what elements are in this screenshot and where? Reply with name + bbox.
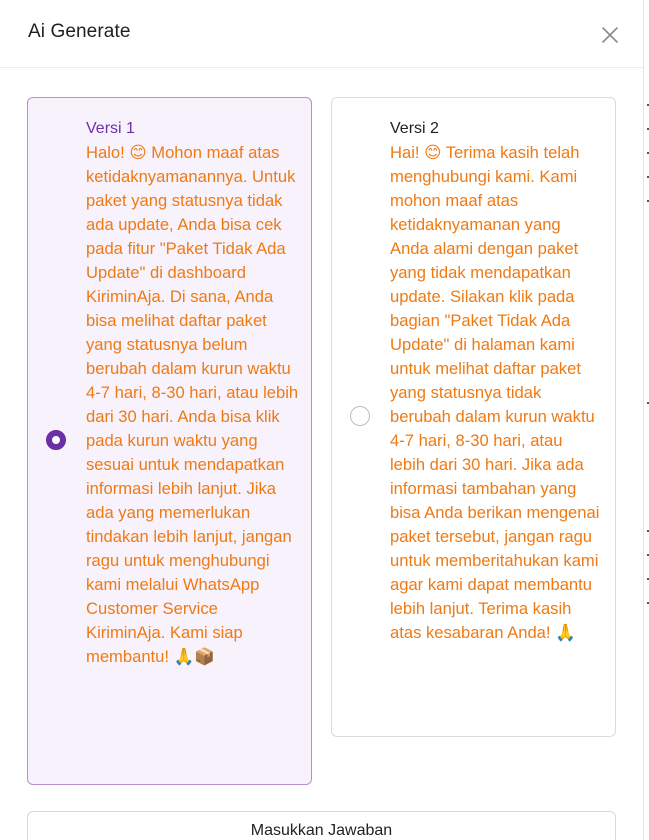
- option-answer-text: Halo! 😊 Mohon maaf atas ketidaknyamanannya. Untuk paket yang statusnya tidak ada update, Anda bisa cek pada fitur "Paket Tidak Ada Update" di dashboard KiriminAja. Di sana, Anda bisa melihat daftar paket yang statusnya belum berubah dalam kurun waktu 4-7 hari, 8-30 hari, atau lebih dari 30 hari. Anda bisa klik pada kurun waktu yang sesuai untuk mendapatkan informasi lebih lanjut. Jika ada yang memerlukan tindakan lebih lanjut, jangan ragu untuk menghubungi kami melalui WhatsApp Customer Service KiriminAja. Kami siap membantu! 🙏📦: [86, 143, 299, 666]
- radio-versi-1[interactable]: [46, 430, 66, 450]
- option-title: Versi 1: [86, 120, 135, 137]
- option-card-versi-2[interactable]: [331, 97, 616, 737]
- option-content: [86, 118, 301, 669]
- option-content: [390, 118, 602, 645]
- option-answer-text: Hai! 😊 Terima kasih telah menghubungi kami. Kami mohon maaf atas ketidaknyamanan yang Anda alami dengan paket yang tidak mendapatkan update. Silakan klik pada bagian "Paket Tidak Ada Update" di halaman kami untuk melihat daftar paket yang statusnya tidak berubah dalam kurun waktu 4-7 hari, 8-30 hari, atau lebih dari 30 hari. Jika ada informasi tambahan yang bisa Anda berikan mengenai paket tersebut, jangan ragu untuk memberitahukan kami agar kami dapat membantu lebih lanjut. Terima kasih atas kesabaran Anda! 🙏: [390, 143, 600, 642]
- modal-title: Ai Generate: [28, 21, 131, 42]
- submit-answer-button[interactable]: Masukkan Jawaban: [27, 811, 616, 840]
- option-card-versi-1[interactable]: [27, 97, 312, 785]
- option-title: Versi 2: [390, 120, 439, 137]
- close-icon: [598, 23, 622, 47]
- radio-versi-2[interactable]: [350, 406, 370, 426]
- modal-header: [0, 0, 643, 68]
- close-button[interactable]: [598, 23, 622, 47]
